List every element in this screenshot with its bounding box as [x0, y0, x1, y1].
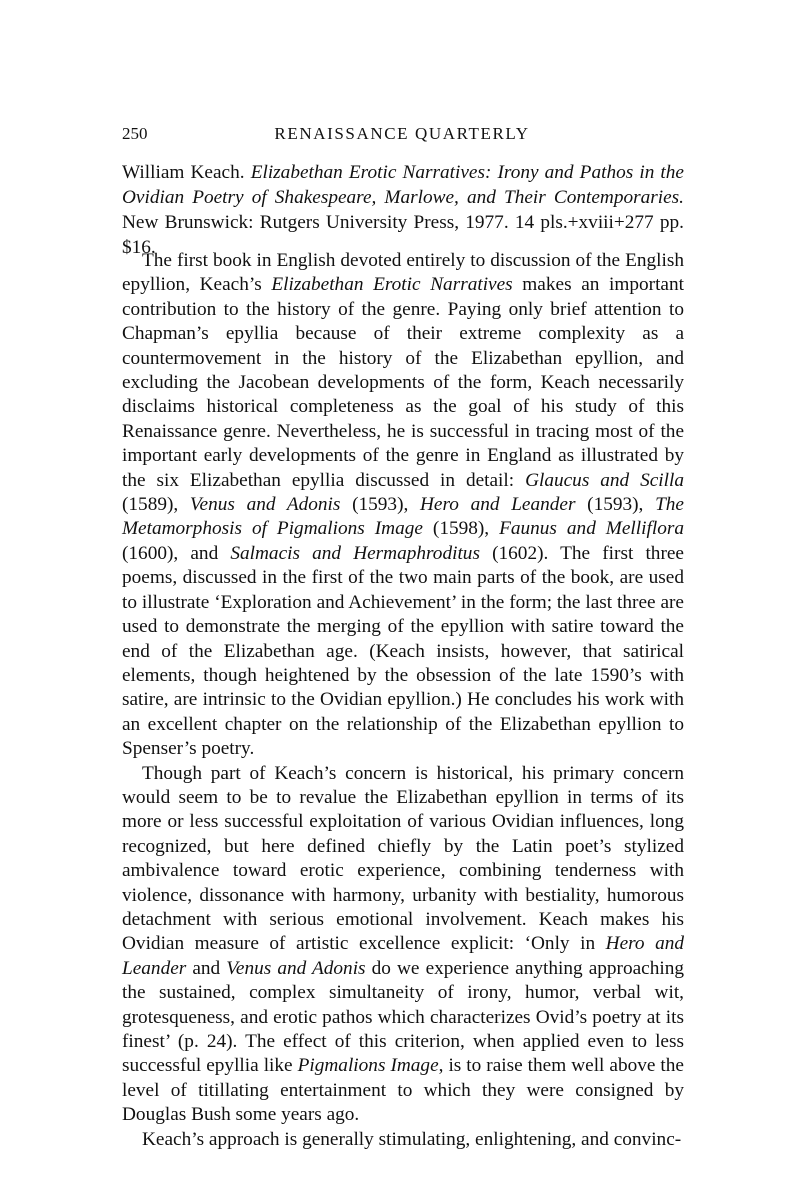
poem-title: Hero and Leander	[420, 494, 576, 516]
poem-title: Salmacis and Hermaphroditus	[230, 542, 480, 564]
citation-publication: New Brunswick: Rutgers University Press, 1977. 14 pls.+xviii+277 pp. $16.	[122, 212, 684, 258]
citation-book-title: Elizabethan Erotic Narratives: Irony and Pathos in the Ovidian Poetry of Shakespeare, Marlowe, and Their Contemporaries.	[122, 162, 684, 208]
paragraph-2	[122, 762, 684, 1128]
text-run: makes an important contribution to the history of the genre. Paying only brief attention to Chapman’s epyllia because of their extreme complexity as a countermovement in the history of the Elizabethan epyllion, and excluding the Jacobean developments of the form, Keach necessarily disclaims historical completeness as the goal of his study of this Renaissance genre. Nevertheless, he is successful in tracing most of the important early developments of the genre in England as illustrated by the six Elizabethan epyllia discussed in detail:	[122, 274, 684, 491]
text-run: Though part of Keach’s concern is historical, his primary concern would seem to be to revalue the Elizabethan epyllion in terms of its more or less successful exploitation of various Ovidian influences, long recognized, but here defined chiefly by the Latin poet’s stylized ambivalence toward erotic experience, combining tenderness with violence, dissonance with harmony, urbanity with bestiality, humorous detachment with serious emotional involvement. Keach makes his Ovidian measure of artistic excellence explicit: ‘Only in	[122, 762, 684, 955]
poem-title: Faunus and Melliflora	[499, 518, 684, 540]
text-run: The first book in English devoted entirely to discussion of the English epyllion, Keach’s	[122, 250, 684, 296]
poem-title: Hero and Leander	[122, 933, 685, 979]
text-run: Keach’s approach is generally stimulating, enlightening, and convinc-	[142, 1128, 682, 1150]
text-run: , is to raise them well above the level of titillating entertainment to which they were consigned by Douglas Bush some years ago.	[122, 1055, 684, 1126]
poem-title: Glaucus and Scilla	[525, 469, 684, 491]
text-run: and	[186, 957, 227, 979]
paragraph-1	[122, 249, 684, 762]
text-run: (1593),	[340, 494, 420, 516]
text-run: (1600), and	[122, 542, 231, 564]
journal-title: RENAISSANCE QUARTERLY	[274, 124, 530, 143]
book-citation	[122, 160, 684, 260]
page-number: 250	[122, 124, 148, 143]
poem-title: The Metamorphosis of Pigmalions Image	[122, 494, 684, 540]
text-run: (1593),	[575, 494, 656, 516]
paragraph-3	[122, 1128, 684, 1152]
review-body	[122, 249, 684, 1152]
text-run: (1598),	[422, 518, 500, 540]
text-run: do we experience anything approaching the sustained, complex simultaneity of irony, humor, verbal wit, grotesqueness, and erotic pathos which characterizes Ovid’s poetry at its finest’ (p. 24). The effect of this criterion, when applied even to less successful epyllia like	[122, 957, 684, 1077]
book-title: Elizabethan Erotic Narratives	[271, 274, 513, 296]
text-run: (1589),	[122, 494, 190, 516]
poem-title: Venus and Adonis	[189, 494, 341, 516]
poem-title: Pigmalions Image	[297, 1055, 439, 1077]
running-head	[122, 124, 682, 148]
poem-title: Venus and Adonis	[226, 957, 366, 979]
text-run: (1602). The first three poems, discussed in the first of the two main parts of the book, are used to illustrate ‘Exploration and Achievement’ in the form; the last three are used to demonstrate the merging of the epyllion with satire toward the end of the Elizabethan age. (Keach insists, however, that satirical elements, though heightened by the obsession of the late 1590’s with satire, are intrinsic to the Ovidian epyllion.) He concludes his work with an excellent chapter on the relationship of the Elizabethan epyllion to Spenser’s poetry.	[122, 542, 684, 760]
citation-author: William Keach.	[122, 162, 245, 183]
